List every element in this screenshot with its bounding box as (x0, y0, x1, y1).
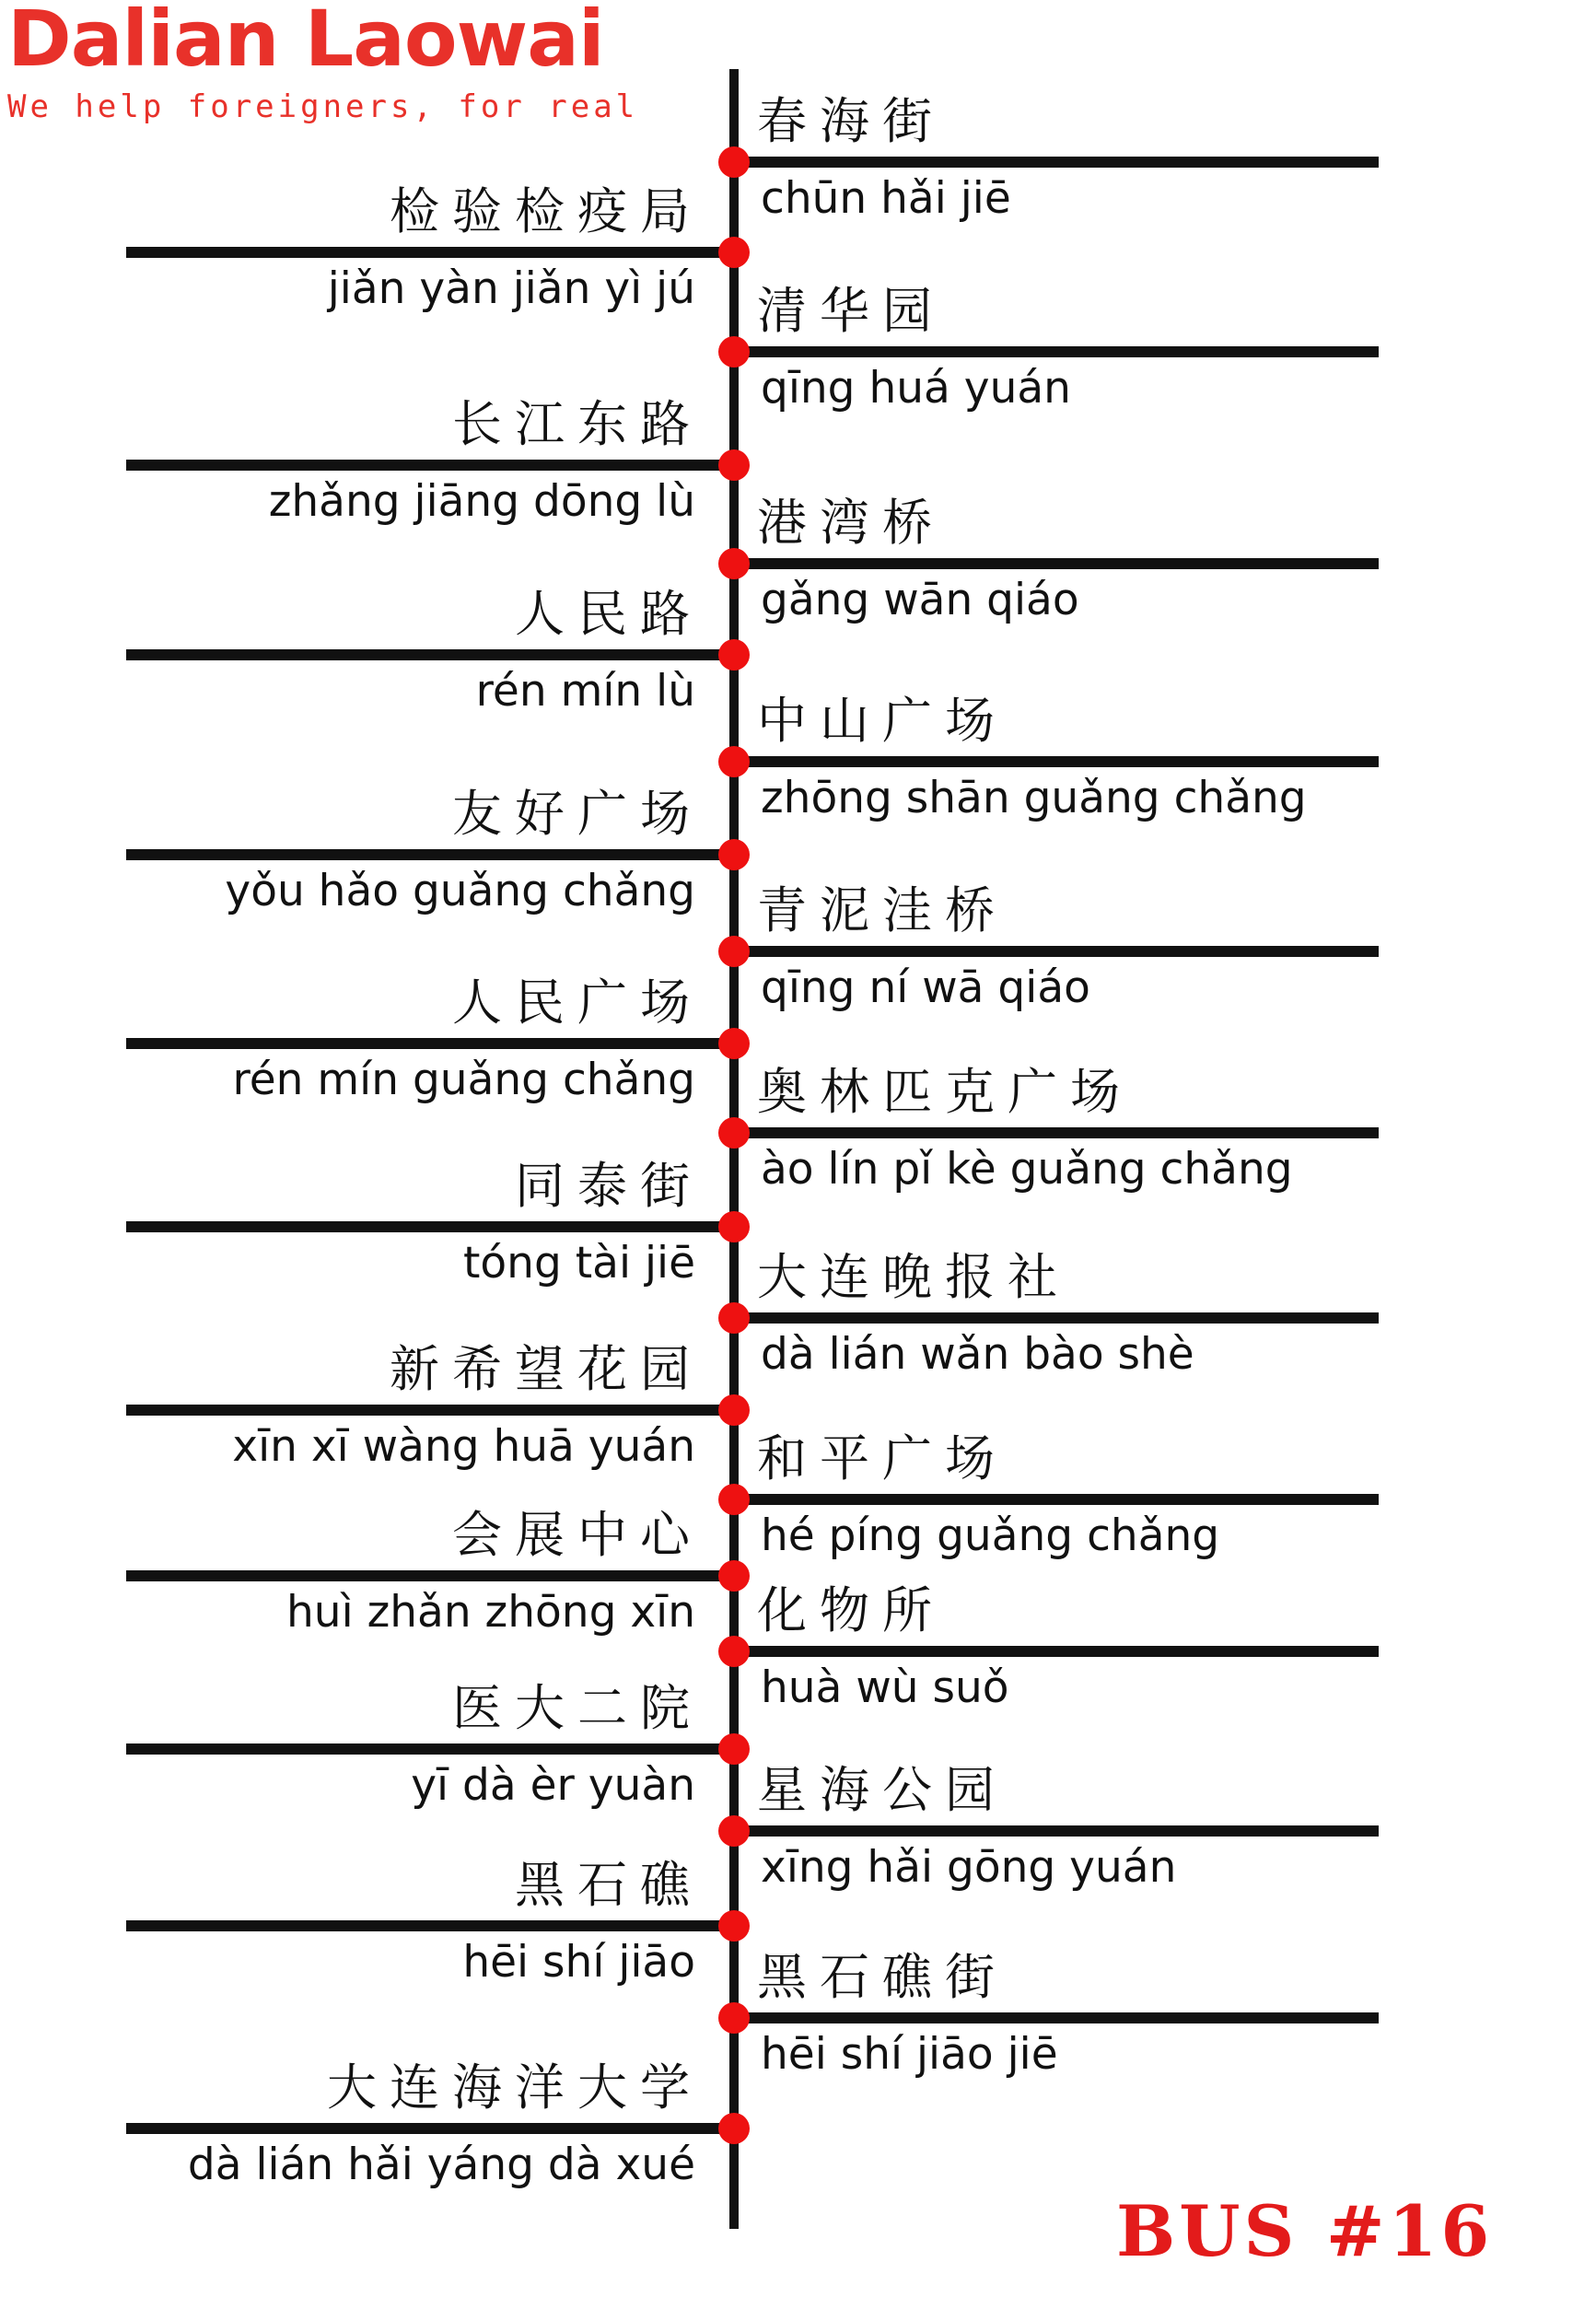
stop-name: 大连海洋大学 (327, 2058, 703, 2117)
stop-pinyin: gǎng wān qiáo (761, 575, 1079, 625)
stop-name: 春海街 (757, 92, 945, 150)
stop-marker (718, 1636, 750, 1667)
stop-marker (718, 639, 750, 671)
stop-marker (718, 1733, 750, 1765)
stop-marker (718, 936, 750, 967)
stop-pinyin: hé píng guǎng chǎng (761, 1510, 1220, 1561)
stop-marker (718, 1117, 750, 1149)
stop-marker (718, 1484, 750, 1515)
stop-name: 和平广场 (757, 1429, 1008, 1487)
left-branch-line (126, 1570, 734, 1581)
stop-pinyin: yī dà èr yuàn (411, 1760, 695, 1811)
stop-name: 青泥洼桥 (757, 881, 1008, 939)
right-branch-line (734, 2012, 1379, 2023)
route-line (729, 69, 739, 2229)
stop-pinyin: huà wù suǒ (761, 1662, 1009, 1713)
right-branch-line (734, 1825, 1379, 1837)
stop-name: 化物所 (757, 1581, 945, 1639)
stop-pinyin: ào lín pǐ kè guǎng chǎng (761, 1144, 1293, 1195)
right-branch-line (734, 558, 1379, 569)
stop-marker (718, 449, 750, 481)
stop-pinyin: jiǎn yàn jiǎn yì jú (327, 263, 695, 314)
stop-pinyin: hēi shí jiāo (462, 1937, 695, 1988)
stop-name: 清华园 (757, 282, 945, 340)
logo-tagline: We help foreigners, for real (7, 88, 639, 125)
stop-name: 奥林匹克广场 (757, 1063, 1133, 1121)
right-branch-line (734, 346, 1379, 357)
stop-name: 友好广场 (452, 785, 703, 843)
stop-pinyin: qīng ní wā qiáo (761, 962, 1090, 1013)
bus-number-label: BUS #16 (1116, 2190, 1494, 2272)
right-branch-line (734, 1127, 1379, 1138)
stop-pinyin: hēi shí jiāo jiē (761, 2029, 1058, 2080)
stop-marker (718, 1560, 750, 1592)
stop-marker (718, 1028, 750, 1059)
right-branch-line (734, 1494, 1379, 1505)
stop-name: 同泰街 (515, 1157, 703, 1215)
stop-name: 医大二院 (452, 1679, 703, 1737)
stop-name: 星海公园 (757, 1761, 1008, 1819)
stop-name: 检验检疫局 (390, 182, 703, 240)
stop-name: 中山广场 (757, 692, 1008, 750)
stop-pinyin: qīng huá yuán (761, 363, 1071, 414)
stop-marker (718, 2002, 750, 2034)
stop-pinyin: xīng hǎi gōng yuán (761, 1842, 1177, 1893)
stop-pinyin: rén mín lù (475, 666, 695, 717)
stop-marker (718, 1815, 750, 1847)
stop-marker (718, 1394, 750, 1426)
logo-title: Dalian Laowai (7, 0, 604, 84)
left-branch-line (126, 2123, 734, 2134)
stop-pinyin: zhōng shān guǎng chǎng (761, 773, 1307, 823)
left-branch-line (126, 247, 734, 258)
left-branch-line (126, 1405, 734, 1416)
left-branch-line (126, 1038, 734, 1049)
stop-pinyin: dà lián hǎi yáng dà xué (187, 2140, 695, 2190)
stop-name: 港湾桥 (757, 494, 945, 552)
stop-pinyin: huì zhǎn zhōng xīn (286, 1587, 695, 1638)
stop-marker (718, 237, 750, 268)
stop-pinyin: xīn xī wàng huā yuán (232, 1421, 695, 1472)
stop-marker (718, 2113, 750, 2144)
left-branch-line (126, 460, 734, 471)
stop-marker (718, 146, 750, 178)
stop-name: 人民路 (515, 585, 703, 643)
stop-name: 长江东路 (452, 395, 703, 453)
stop-pinyin: dà lián wǎn bào shè (761, 1329, 1194, 1380)
left-branch-line (126, 1221, 734, 1232)
stop-name: 人民广场 (452, 974, 703, 1032)
left-branch-line (126, 649, 734, 660)
stop-marker (718, 548, 750, 579)
stop-name: 新希望花园 (390, 1340, 703, 1398)
stop-pinyin: chūn hǎi jiē (761, 173, 1011, 224)
right-branch-line (734, 1312, 1379, 1324)
right-branch-line (734, 756, 1379, 767)
stop-marker (718, 839, 750, 870)
stop-marker (718, 746, 750, 777)
right-branch-line (734, 157, 1379, 168)
right-branch-line (734, 946, 1379, 957)
stop-pinyin: zhǎng jiāng dōng lù (268, 476, 695, 527)
stop-name: 大连晚报社 (757, 1248, 1070, 1306)
left-branch-line (126, 849, 734, 860)
stop-name: 会展中心 (452, 1506, 703, 1564)
stop-marker (718, 1302, 750, 1334)
stop-pinyin: rén mín guǎng chǎng (232, 1055, 695, 1105)
stop-name: 黑石礁街 (757, 1948, 1008, 2006)
right-branch-line (734, 1646, 1379, 1657)
stop-pinyin: yǒu hǎo guǎng chǎng (225, 866, 695, 916)
left-branch-line (126, 1920, 734, 1931)
stop-name: 黑石礁 (515, 1856, 703, 1914)
stop-marker (718, 1211, 750, 1242)
stop-marker (718, 1910, 750, 1942)
stop-marker (718, 336, 750, 367)
left-branch-line (126, 1743, 734, 1755)
stop-pinyin: tóng tài jiē (462, 1238, 695, 1289)
